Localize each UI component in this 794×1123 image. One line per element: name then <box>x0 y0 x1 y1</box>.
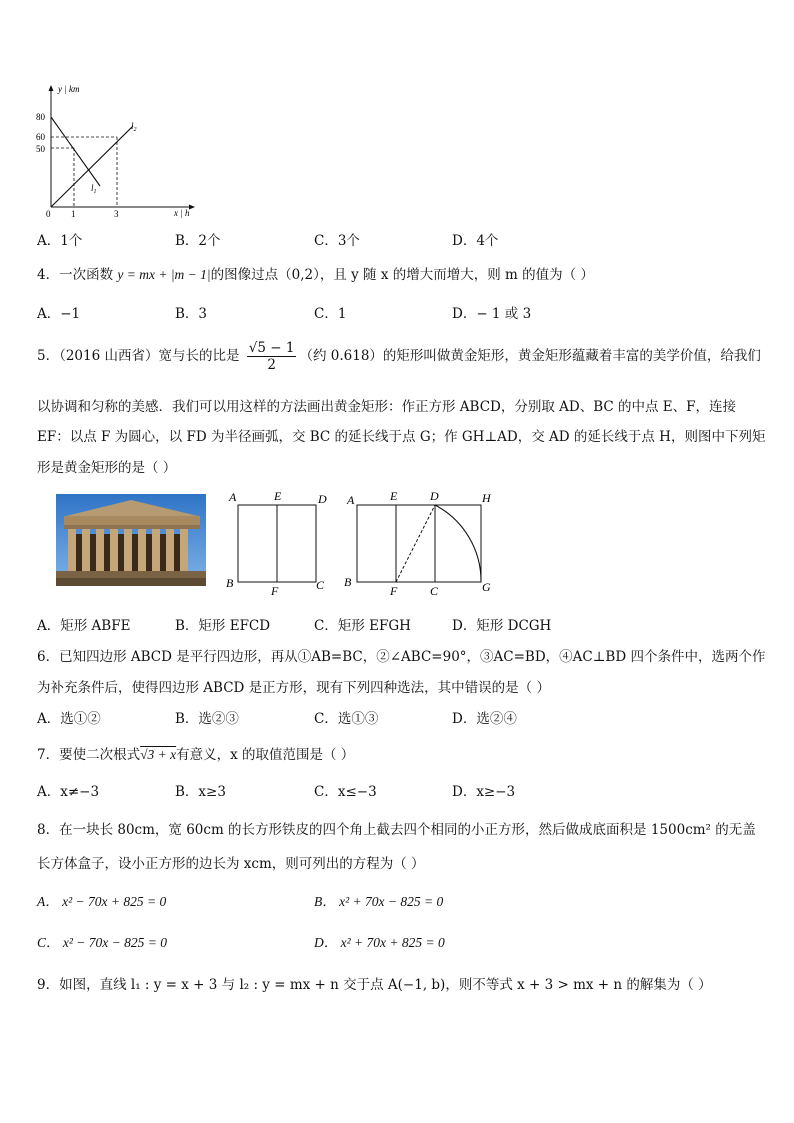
q5-stem-line1: 5．（2016 山西省）宽与长的比是 $\frac{√5 - 1}{2}$ （约 0.618）的矩形叫做黄金矩形，黄金矩形蕴藏着丰富的美学价值，给我们 <box>37 340 761 373</box>
q5-stem-line3: EF：以点 F 为圆心，以 FD 为半径画弧，交 BC 的延长线于点 G；作 GH⊥AD，交 AD 的延长线于点 H，则图中下列矩 <box>37 429 766 445</box>
fig2-label-e: E <box>390 489 398 503</box>
fig2-label-a: A <box>347 493 355 507</box>
q3-option-a: A．1个 <box>37 233 83 249</box>
q4-option-b: B．3 <box>175 306 208 322</box>
q7-option-b: B．x≥3 <box>175 784 226 800</box>
q8-option-d: D． x² + 70x + 825 = 0 <box>314 935 445 950</box>
q6-stem-line1: 6．已知四边形 ABCD 是平行四边形，再从①AB=BC，②∠ABC=90°，③AC=BD，④AC⊥BD 四个条件中，选两个作 <box>37 649 766 665</box>
q8-stem-line2: 长方体盒子，设小正方形的边长为 xcm，则可列出的方程为（ ） <box>37 856 425 872</box>
line-l2 <box>51 126 133 207</box>
q5-option-c: C．矩形 EFGH <box>314 618 411 634</box>
parthenon-photo <box>56 494 206 586</box>
x-tick-0: 0 <box>46 209 51 218</box>
q5-option-a: A．矩形 ABFE <box>37 618 131 634</box>
fig1-label-f: F <box>271 584 279 597</box>
x-axis-label: x | h <box>174 208 190 218</box>
q6-option-a: A．选①② <box>37 711 101 727</box>
y-tick-80: 80 <box>36 112 45 122</box>
figure-golden-rectangle <box>342 487 502 597</box>
fig1-label-b: B <box>226 576 234 590</box>
fig2-label-c: C <box>430 584 439 597</box>
figure-square-abcd <box>222 487 340 597</box>
q8-option-a: A． x² − 70x + 825 = 0 <box>37 894 167 909</box>
q8-option-c: C． x² − 70x − 825 = 0 <box>37 935 167 950</box>
q6-option-b: B．选②③ <box>175 711 239 727</box>
q5-stem-line4: 形是黄金矩形的是（ ） <box>37 460 177 476</box>
q3-option-c: C．3个 <box>314 233 360 249</box>
fig1-label-e: E <box>274 489 282 503</box>
q7-radical: √3 + x <box>140 747 177 762</box>
q7-stem: 7．要使二次根式√3 + x有意义，x 的取值范围是（ ） <box>37 747 355 763</box>
q4-stem: 4．一次函数 y = mx + |m − 1|的图像过点（0,2），且 y 随 x 的增大而增大，则 m 的值为（ ） <box>37 267 594 283</box>
q7-option-a: A．x≠−3 <box>37 784 100 800</box>
fig2-label-g: G <box>482 580 491 594</box>
fig2-label-d: D <box>430 489 439 503</box>
golden-ratio-fraction: $\frac{√5 - 1}{2}$ <box>248 340 295 373</box>
line-l1 <box>51 117 100 186</box>
x-tick-3: 3 <box>114 209 119 218</box>
y-axis-label: y | km <box>58 84 80 94</box>
q4-option-c: C．1 <box>314 306 347 322</box>
y-tick-50: 50 <box>36 144 45 154</box>
fig1-label-d: D <box>318 492 327 506</box>
q5-stem-line2: 以协调和匀称的美感．我们可以用这样的方法画出黄金矩形：作正方形 ABCD，分别取 AD、BC 的中点 E、F，连接 <box>37 399 737 415</box>
q7-option-c: C．x≤−3 <box>314 784 377 800</box>
q6-stem-line2: 为补充条件后，使得四边形 ABCD 是正方形，现有下列四种选法，其中错误的是（ ） <box>37 680 550 696</box>
fig1-label-a: A <box>229 490 237 504</box>
q6-option-c: C．选①③ <box>314 711 379 727</box>
q4-option-d: D．− 1 或 3 <box>452 306 532 322</box>
q4-option-a: A．−1 <box>37 306 81 322</box>
q3-option-d: D．4个 <box>452 233 499 249</box>
y-tick-60: 60 <box>36 132 45 142</box>
q8-option-b: B． x² + 70x − 825 = 0 <box>314 894 444 909</box>
q9-stem: 9．如图，直线 l₁ : y = x + 3 与 l₂ : y = mx + n 交于点 A(−1, b)，则不等式 x + 3 > mx + n 的解集为（ ） <box>37 977 712 993</box>
q6-option-d: D．选②④ <box>452 711 517 727</box>
fig2-label-b: B <box>344 575 352 589</box>
fig2-label-h: H <box>482 491 491 505</box>
q5-option-d: D．矩形 DCGH <box>452 618 552 634</box>
line-l2-label: $l_2$ <box>131 121 137 133</box>
q3-option-b: B．2个 <box>175 233 221 249</box>
x-tick-1: 1 <box>71 209 76 218</box>
fig1-label-c: C <box>316 578 325 592</box>
q8-stem-line1: 8．在一块长 80cm，宽 60cm 的长方形铁皮的四个角上截去四个相同的小正方形，然后做成底面积是 1500cm² 的无盖 <box>37 822 756 838</box>
fig2-label-f: F <box>390 584 398 597</box>
q7-option-d: D．x≥−3 <box>452 784 516 800</box>
line-l1-label: $l_1$ <box>91 183 97 195</box>
distance-time-graph <box>30 78 200 218</box>
q4-formula: y = mx + |m − 1| <box>117 267 211 282</box>
q5-option-b: B．矩形 EFCD <box>175 618 271 634</box>
